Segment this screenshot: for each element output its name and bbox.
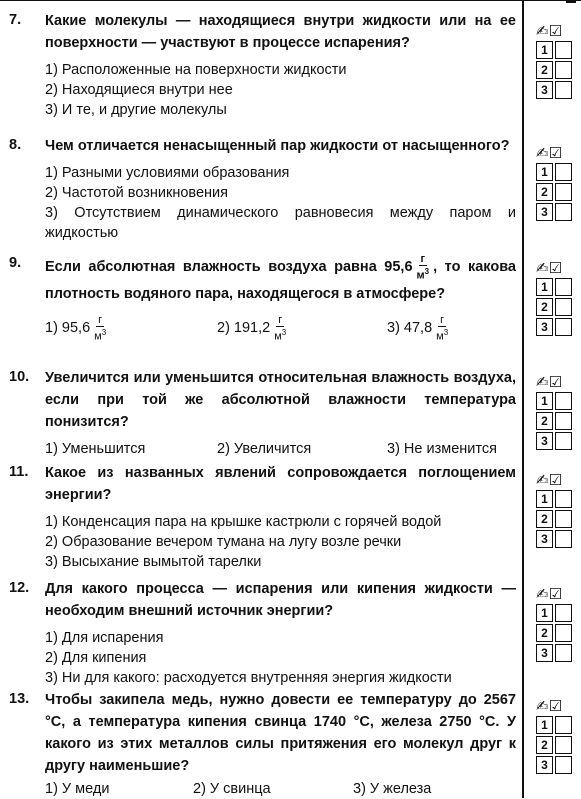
unit-denominator <box>272 327 288 343</box>
unit-numerator: г <box>440 313 445 326</box>
question-stem: Какие молекулы — находящиеся внутри жидкости или на ее поверхности — участвуют в процессе испарения? <box>45 13 516 51</box>
answer-icons <box>536 471 576 489</box>
option-3[interactable]: 3) И те, и другие молекулы <box>45 102 227 118</box>
answer-row-3[interactable] <box>536 203 576 222</box>
option-2[interactable]: 2) Для кипения <box>45 650 147 666</box>
option-2[interactable]: 2) Увеличится <box>217 441 312 457</box>
option-3[interactable]: 3) Отсутствием динамического равновесия между паром и жидкостью <box>45 205 516 241</box>
question-stem: Увеличится или уменьшится относительная влажность воздуха, если при той же абсолютной влажности температура понизится? <box>45 370 516 430</box>
answer-box[interactable] <box>555 81 572 99</box>
unit-fraction <box>434 314 450 343</box>
unit-den-letter: м <box>436 330 444 343</box>
answer-box[interactable] <box>555 318 572 336</box>
unit-fraction <box>415 253 432 282</box>
answer-column-divider <box>522 0 524 798</box>
question-stem: Чтобы закипела медь, нужно довести ее температуру до 2567 °C, а температура кипения свинца 1740 °C, железа 2750 °C. У какого из этих металлов силы притяжения его молекул друг к другу наименьшие? <box>45 692 516 774</box>
answer-box-number: 1 <box>536 392 553 410</box>
checkbox-icon: ☑ <box>548 144 563 162</box>
unit-power: 3 <box>424 267 430 276</box>
answer-icons <box>536 259 576 277</box>
answer-box-number: 1 <box>536 716 553 734</box>
answer-row-2[interactable] <box>536 510 576 529</box>
answer-block-8 <box>536 144 576 222</box>
option-1[interactable]: 1) Для испарения <box>45 630 164 646</box>
option-1-value: 1) 95,6 <box>45 319 91 336</box>
answer-box-number: 2 <box>536 298 553 316</box>
checkbox-icon: ☑ <box>548 22 563 40</box>
pen-icon: ✍ <box>536 471 549 489</box>
answer-icons <box>536 144 576 162</box>
answer-icons <box>536 373 576 391</box>
question-13 <box>0 689 516 799</box>
answer-box[interactable] <box>555 756 572 774</box>
unit-fraction <box>92 314 108 343</box>
question-7 <box>0 10 516 120</box>
answer-row-2[interactable] <box>536 624 576 643</box>
unit-numerator: г <box>278 313 283 326</box>
question-number: 11. <box>9 464 29 480</box>
answer-row-1[interactable] <box>536 278 576 297</box>
stem-part-2: , то какова плотность водяного пара, находящегося в атмосфере? <box>45 259 516 302</box>
checkbox-icon: ☑ <box>548 471 563 489</box>
answer-row-1[interactable] <box>536 163 576 182</box>
answer-row-1[interactable] <box>536 392 576 411</box>
answer-box[interactable] <box>555 432 572 450</box>
question-number: 7. <box>9 12 22 28</box>
option-3[interactable]: 3) У железа <box>353 781 432 797</box>
options-list <box>45 314 516 343</box>
answer-box-number: 1 <box>536 490 553 508</box>
answer-box[interactable] <box>555 530 572 548</box>
answer-box-number: 2 <box>536 736 553 754</box>
option-2[interactable]: 2) Частотой возникновения <box>45 185 228 201</box>
answer-box-number: 3 <box>536 81 553 99</box>
answer-row-1[interactable] <box>536 604 576 623</box>
stem-part-1: Если абсолютная влажность воздуха равна 95,6 <box>45 259 413 276</box>
answer-box-number: 2 <box>536 624 553 642</box>
unit-power: 3 <box>281 327 287 337</box>
option-3-value: 3) 47,8 <box>387 319 433 336</box>
answer-box[interactable] <box>555 412 572 430</box>
answer-box-number: 2 <box>536 412 553 430</box>
question-stem <box>45 253 516 306</box>
option-2[interactable]: 2) Образование вечером тумана на лугу возле речки <box>45 534 402 550</box>
answer-block-11 <box>536 471 576 549</box>
pen-icon: ✍ <box>536 22 549 40</box>
answer-box-number: 1 <box>536 278 553 296</box>
checkbox-icon: ☑ <box>548 585 563 603</box>
answer-row-2[interactable] <box>536 183 576 202</box>
answer-box-number: 1 <box>536 41 553 59</box>
answer-row-3[interactable] <box>536 530 576 549</box>
answer-box[interactable] <box>555 298 572 316</box>
answer-box[interactable] <box>555 716 572 734</box>
answer-row-2[interactable] <box>536 298 576 317</box>
unit-numerator: г <box>98 313 103 326</box>
options-list <box>45 512 516 572</box>
answer-box-number: 3 <box>536 530 553 548</box>
answer-row-1[interactable] <box>536 490 576 509</box>
question-11 <box>0 462 516 572</box>
options-list <box>45 779 516 799</box>
question-12 <box>0 578 516 688</box>
option-1[interactable] <box>45 314 217 343</box>
answer-box[interactable] <box>555 490 572 508</box>
page-corner-mark <box>566 0 576 3</box>
answer-icons <box>536 22 576 40</box>
answer-row-3[interactable] <box>536 756 576 775</box>
unit-denominator <box>415 266 432 282</box>
answer-row-1[interactable] <box>536 41 576 60</box>
question-stem: Чем отличается ненасыщенный пар жидкости от насыщенного? <box>45 138 510 154</box>
option-1[interactable]: 1) Конденсация пара на крышке кастрюли с горячей водой <box>45 514 442 530</box>
option-1[interactable]: 1) Уменьшится <box>45 441 146 457</box>
question-stem: Для какого процесса — испарения или кипения жидкости — необходим внешний источник энергии? <box>45 581 516 619</box>
answer-row-3[interactable] <box>536 644 576 663</box>
answer-icons <box>536 585 576 603</box>
answer-box[interactable] <box>555 278 572 296</box>
question-number: 10. <box>9 369 30 385</box>
option-3[interactable]: 3) Ни для какого: расходуется внутренняя энергия жидкости <box>45 670 452 686</box>
answer-row-1[interactable] <box>536 716 576 735</box>
answer-row-3[interactable] <box>536 318 576 337</box>
question-number: 12. <box>9 580 30 596</box>
answer-box-number: 3 <box>536 432 553 450</box>
top-rule <box>0 0 581 1</box>
answer-row-2[interactable] <box>536 61 576 80</box>
options-list <box>45 628 516 688</box>
answer-box-number: 2 <box>536 183 553 201</box>
answer-block-13 <box>536 697 576 775</box>
answer-block-12 <box>536 585 576 663</box>
question-10 <box>0 367 516 459</box>
option-2-value: 2) 191,2 <box>217 319 271 336</box>
unit-denominator <box>434 327 450 343</box>
answer-row-2[interactable] <box>536 412 576 431</box>
answer-box[interactable] <box>555 203 572 221</box>
answer-row-3[interactable] <box>536 432 576 451</box>
answer-box[interactable] <box>555 163 572 181</box>
question-9 <box>0 253 516 342</box>
answer-box-number: 2 <box>536 510 553 528</box>
option-3[interactable] <box>387 314 452 343</box>
option-1[interactable]: 1) У меди <box>45 781 110 797</box>
option-2[interactable] <box>217 314 387 343</box>
pen-icon: ✍ <box>536 585 549 603</box>
answer-box[interactable] <box>555 736 572 754</box>
answer-box-number: 3 <box>536 756 553 774</box>
options-list <box>45 439 516 459</box>
unit-fraction <box>272 314 288 343</box>
answer-box[interactable] <box>555 61 572 79</box>
checkbox-icon: ☑ <box>548 259 563 277</box>
checkbox-icon: ☑ <box>548 373 563 391</box>
unit-power: 3 <box>101 327 107 337</box>
answer-block-7 <box>536 22 576 100</box>
option-2[interactable]: 2) Находящиеся внутри нее <box>45 82 233 98</box>
pen-icon: ✍ <box>536 259 549 277</box>
pen-icon: ✍ <box>536 144 549 162</box>
answer-box-number: 2 <box>536 61 553 79</box>
answer-box-number: 3 <box>536 203 553 221</box>
option-3[interactable]: 3) Высыхание вымытой тарелки <box>45 554 262 570</box>
question-number: 8. <box>9 137 22 153</box>
answer-box-number: 1 <box>536 163 553 181</box>
answer-box[interactable] <box>555 624 572 642</box>
unit-den-letter: м <box>274 330 282 343</box>
option-3[interactable]: 3) Не изменится <box>387 441 497 457</box>
question-number: 9. <box>9 255 22 271</box>
option-2[interactable]: 2) У свинца <box>193 781 271 797</box>
answer-box-number: 3 <box>536 644 553 662</box>
answer-block-9 <box>536 259 576 337</box>
answer-box[interactable] <box>555 644 572 662</box>
unit-denominator <box>92 327 108 343</box>
answer-box[interactable] <box>555 183 572 201</box>
unit-power: 3 <box>443 327 449 337</box>
answer-box[interactable] <box>555 510 572 528</box>
unit-den-letter: м <box>94 330 102 343</box>
options-list <box>45 60 516 120</box>
question-number: 13. <box>9 691 30 707</box>
answer-row-2[interactable] <box>536 736 576 755</box>
answer-box-number: 3 <box>536 318 553 336</box>
answer-block-10 <box>536 373 576 451</box>
question-8 <box>0 135 516 243</box>
answer-box[interactable] <box>555 604 572 622</box>
question-stem: Какое из названных явлений сопровождается поглощением энергии? <box>45 465 516 503</box>
checkbox-icon: ☑ <box>548 697 563 715</box>
answer-row-3[interactable] <box>536 81 576 100</box>
answer-box-number: 1 <box>536 604 553 622</box>
option-1[interactable]: 1) Расположенные на поверхности жидкости <box>45 62 347 78</box>
answer-box[interactable] <box>555 392 572 410</box>
unit-den-letter: м <box>416 269 425 282</box>
options-list <box>45 163 516 243</box>
pen-icon: ✍ <box>536 697 549 715</box>
answer-box[interactable] <box>555 41 572 59</box>
answer-icons <box>536 697 576 715</box>
pen-icon: ✍ <box>536 373 549 391</box>
unit-numerator: г <box>420 253 426 265</box>
option-1[interactable]: 1) Разными условиями образования <box>45 165 290 181</box>
